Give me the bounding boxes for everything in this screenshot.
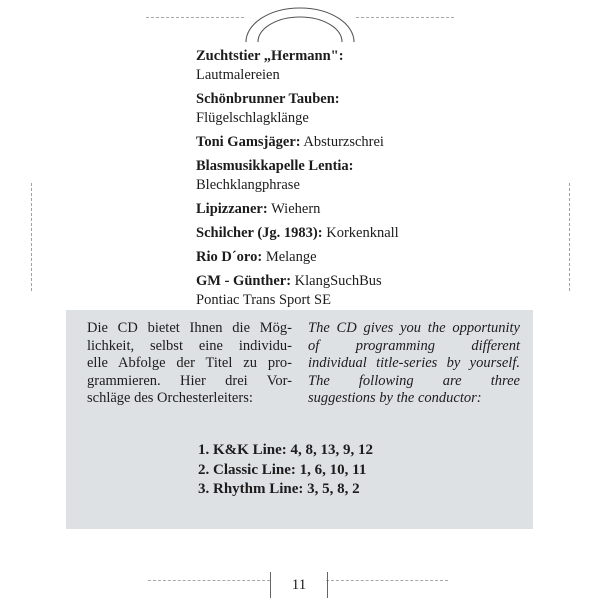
credit-role-second-line: Pontiac Trans Sport SE	[196, 292, 331, 308]
credit-role: KlangSuchBus	[294, 273, 382, 289]
info-line: grammieren. Hier drei Vor-	[87, 372, 292, 389]
credit-entry	[196, 248, 496, 267]
info-line: The CD gives you the opportunity	[308, 320, 520, 336]
credit-name: Blasmusikkapelle Lentia:	[196, 158, 354, 174]
credit-name: GM - Günther:	[196, 273, 292, 289]
info-line: of programming different	[308, 337, 520, 354]
right-dashed-rule	[569, 183, 570, 291]
credit-entry	[196, 133, 496, 152]
top-dashed-rule-right	[356, 17, 454, 18]
credit-name: Schönbrunner Tauben:	[196, 91, 340, 107]
credit-entry	[196, 272, 496, 310]
top-arch-ornament	[240, 4, 360, 44]
program-suggestions-list	[198, 441, 373, 500]
program-suggestion: 2. Classic Line: 1, 6, 10, 11	[198, 461, 367, 478]
info-line: elle Abfolge der Titel zu pro-	[87, 355, 292, 371]
credit-entry	[196, 200, 496, 219]
credit-entry	[196, 90, 496, 128]
info-line: The following are three	[308, 372, 520, 389]
info-line: suggestions by the conductor:	[308, 390, 482, 406]
credit-name: Zuchtstier „Hermann":	[196, 48, 344, 64]
credits-list	[196, 47, 496, 315]
program-suggestion: 3. Rhythm Line: 3, 5, 8, 2	[198, 481, 360, 497]
info-text-german	[87, 320, 292, 408]
credit-entry	[196, 47, 496, 85]
credit-role: Flügelschlagklänge	[196, 110, 309, 126]
credit-name: Lipizzaner:	[196, 201, 268, 217]
credit-name: Toni Gamsjäger:	[196, 134, 301, 150]
credit-role: Absturzschrei	[303, 134, 384, 150]
credit-role: Blechklangphrase	[196, 177, 300, 193]
credit-name: Rio D´oro:	[196, 249, 263, 265]
credit-role: Wiehern	[271, 201, 321, 217]
credit-role: Melange	[265, 249, 317, 265]
left-dashed-rule	[31, 183, 32, 291]
info-line: Die CD bietet Ihnen die Mög-	[87, 320, 292, 336]
page-number: 11	[270, 572, 328, 598]
credit-entry	[196, 157, 496, 195]
credit-entry	[196, 224, 496, 243]
credit-role: Lautmalereien	[196, 67, 280, 83]
credit-role: Korkenknall	[326, 225, 399, 241]
bottom-dashed-rule-right	[326, 580, 448, 581]
program-suggestion: 1. K&K Line: 4, 8, 13, 9, 12	[198, 442, 373, 458]
credit-name: Schilcher (Jg. 1983):	[196, 225, 323, 241]
top-dashed-rule-left	[146, 17, 244, 18]
bottom-dashed-rule-left	[148, 580, 270, 581]
info-line: individual title-series by yourself.	[308, 355, 520, 371]
info-line: schläge des Orchesterleiters:	[87, 390, 253, 406]
info-line: lichkeit, selbst eine individu-	[87, 337, 292, 354]
info-text-english	[308, 320, 520, 408]
